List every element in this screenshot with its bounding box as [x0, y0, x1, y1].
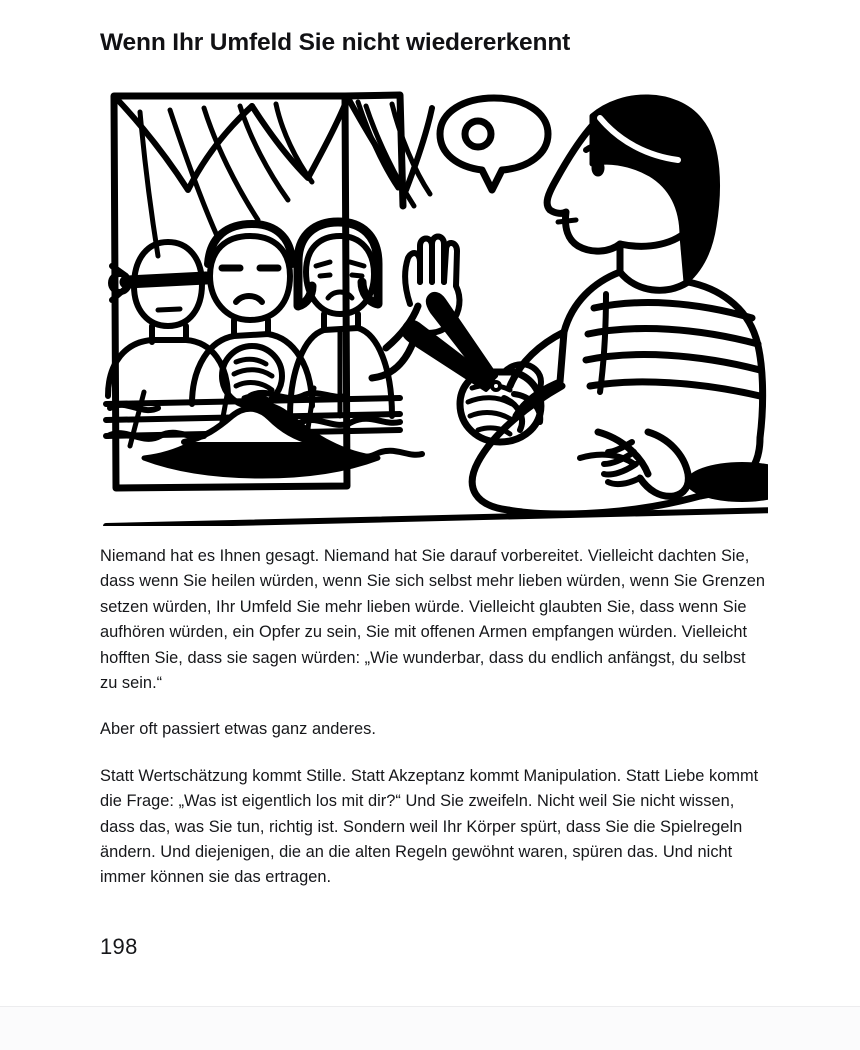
speech-bubble — [440, 98, 548, 190]
page-title: Wenn Ihr Umfeld Sie nicht wiedererkennt — [100, 29, 571, 56]
torso-rope-bands — [586, 294, 760, 396]
page-gutter — [0, 1007, 860, 1050]
body-copy — [100, 544, 765, 891]
chapter-illustration — [100, 86, 768, 526]
body-paragraph-2: Aber oft passiert etwas ganz anderes. — [100, 720, 376, 739]
speech-bubble-dot — [465, 121, 491, 147]
body-paragraph-1: Niemand hat es Ihnen gesagt. Niemand hat Sie darauf vorbereitet. Vielleicht dachten Sie, dass wenn Sie heilen würden, wenn Sie sich selbst mehr lieben würden, wenn Sie Grenzen setzen würden, Ihr Umfeld Sie mehr lieben würde. Vielleicht glaubten Sie, dass wenn Sie aufhören würden, ein Opfer zu sein, Sie mit offenen Armen empfangen würden. Vielleicht hofften Sie, dass sie sagen würden: „Wie wunderbar, dass du endlich anfängst, du selbst zu sein.“ — [100, 547, 766, 693]
horizon-line — [106, 510, 768, 526]
page-number: 198 — [100, 934, 138, 959]
illustration-artwork — [100, 86, 768, 526]
body-paragraph-3: Statt Wertschätzung kommt Stille. Statt Akzeptanz kommt Manipulation. Statt Liebe kommt die Frage: „Was ist eigentlich los mit dir?“ Und Sie zweifeln. Nicht weil Sie nicht wissen, dass das, was Sie tun, richtig ist. Sondern weil Ihr Körper spürt, dass Sie die Spielregeln ändern. Und diejenigen, die an die alten Regeln gewöhnt waren, spüren das. Und nicht immer können sie das ertragen. — [100, 766, 759, 887]
